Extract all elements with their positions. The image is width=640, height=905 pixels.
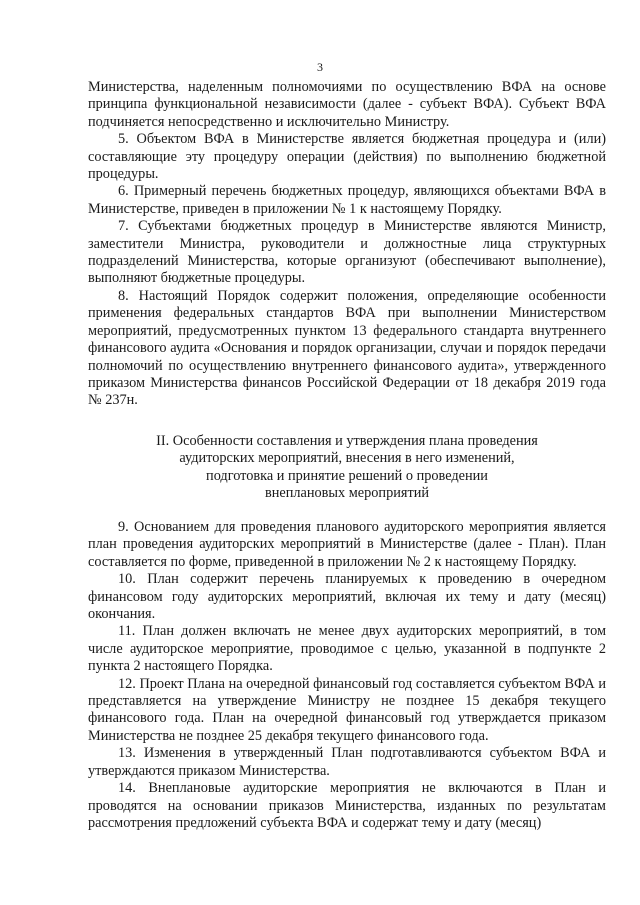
paragraph-12: 12. Проект Плана на очередной финансовый год составляется субъектом ВФА и представляется на утверждение Министру не позднее 15 декабря текущего финансового года. План на очередной финансовый год утверждается приказом Министерства не позднее 25 декабря текущего финансового года. bbox=[88, 675, 606, 744]
body-text-bottom bbox=[88, 519, 606, 832]
section-heading-line-1: II. Особенности составления и утверждения плана проведения bbox=[156, 433, 538, 449]
section-heading-line-3: подготовка и принятие решений о проведении bbox=[206, 467, 488, 484]
paragraph-6: 6. Примерный перечень бюджетных процедур, являющихся объектами ВФА в Министерстве, приведен в приложении № 1 к настоящему Порядку. bbox=[88, 183, 606, 217]
paragraph-7: 7. Субъектами бюджетных процедур в Министерстве являются Министр, заместители Министра, руководители и должностные лица структурных подразделений Министерства, которые организуют (обеспечивают выполнение), выполняют бюджетные процедуры. bbox=[88, 218, 606, 287]
section-heading-line-4: внеплановых мероприятий bbox=[264, 485, 430, 502]
section-heading-line-2: аудиторских мероприятий, внесения в него изменений, bbox=[179, 450, 515, 467]
paragraph-13: 13. Изменения в утвержденный План подготавливаются субъектом ВФА и утверждаются приказом Министерства. bbox=[88, 745, 606, 779]
paragraph-8: 8. Настоящий Порядок содержит положения, определяющие особенности применения федеральных стандартов ВФА при выполнении Министерством мероприятий, предусмотренных пунктом 13 федерального стандарта внутреннего финансового аудита «Основания и порядок организации, случаи и порядок передачи полномочий по осуществлению внутреннего финансового аудита», утвержденного приказом Министерства финансов Российской Федерации от 18 декабря 2019 года № 237н. bbox=[88, 287, 606, 409]
paragraph-11: 11. План должен включать не менее двух аудиторских мероприятий, в том числе аудиторское мероприятие, проводимое с целью, указанной в подпункте 2 пункта 2 настоящего Порядка. bbox=[88, 623, 606, 675]
body-text-top bbox=[88, 79, 606, 410]
paragraph-5: 5. Объектом ВФА в Министерстве является бюджетная процедура и (или) составляющие эту процедуру операции (действия) по выполнению бюджетной процедуры. bbox=[88, 131, 606, 183]
section-heading bbox=[88, 433, 606, 503]
page-number: 3 bbox=[317, 60, 323, 74]
paragraph-9: 9. Основанием для проведения планового аудиторского мероприятия является план проведения аудиторских мероприятий в Министерстве (далее - План). План составляется по форме, приведенной в приложении № 2 к настоящему Порядку. bbox=[88, 519, 606, 570]
paragraph-10: 10. План содержит перечень планируемых к проведению в очередном финансовом году аудиторских мероприятий, включая их тему и дату (месяц) окончания. bbox=[88, 571, 606, 623]
paragraph-14: 14. Внеплановые аудиторские мероприятия не включаются в План и проводятся на основании приказов Министерства, изданных по результатам рассмотрения предложений субъекта ВФА и содержат тему и дату (месяц) bbox=[88, 780, 606, 831]
paragraph-continuation: Министерства, наделенным полномочиями по осуществлению ВФА на основе принципа функциональной независимости (далее - субъект ВФА). Субъект ВФА подчиняется непосредственно и исключительно Министру. bbox=[88, 79, 606, 130]
